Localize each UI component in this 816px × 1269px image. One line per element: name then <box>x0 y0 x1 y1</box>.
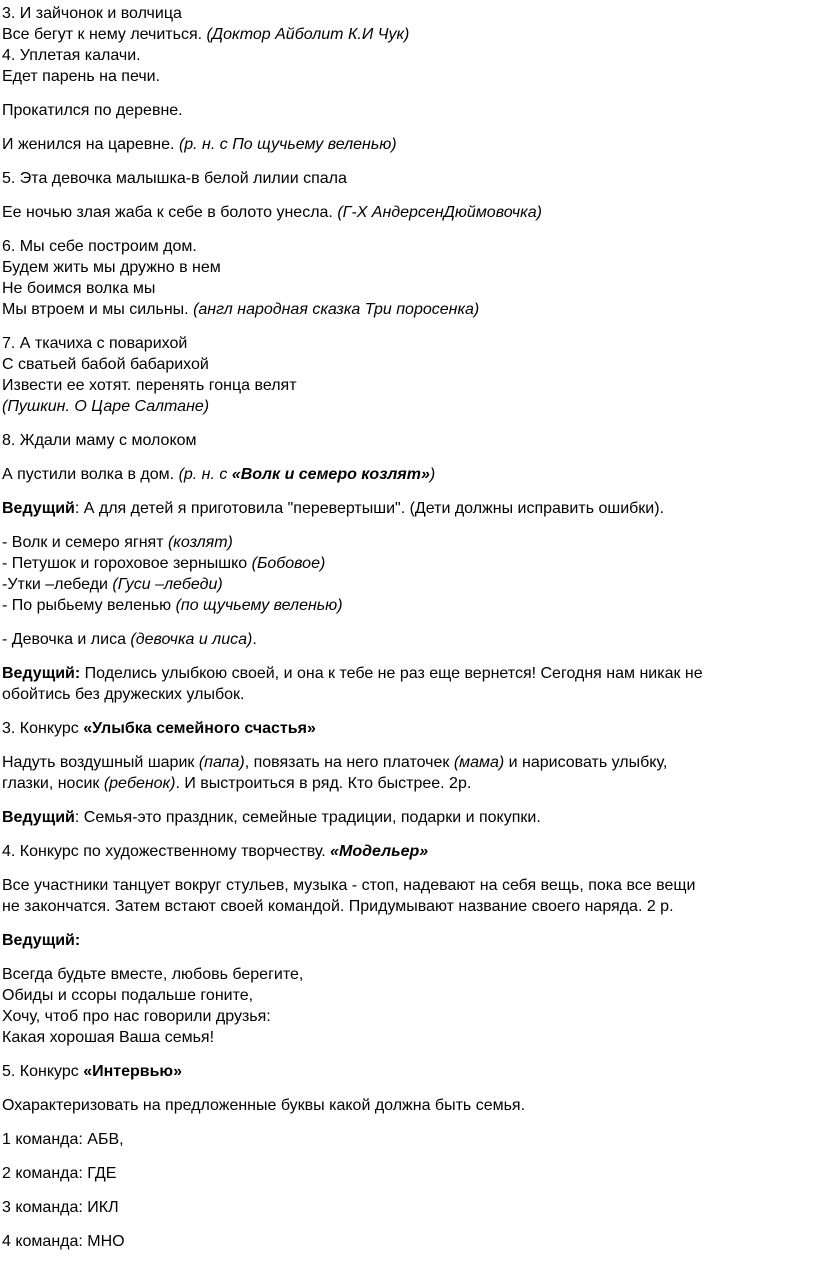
text-run: 8. Ждали маму с молоком <box>2 432 197 449</box>
text-run: С сватьей бабой бабарихой <box>2 356 209 373</box>
text-run: И женился на царевне. <box>2 136 179 153</box>
text-run: : А для детей я приготовила "перевертыши". (Дети должны исправить ошибки). <box>74 500 665 517</box>
paragraph <box>2 841 814 862</box>
paragraph <box>2 1231 814 1252</box>
text-run: (папа) <box>198 754 245 771</box>
text-run: (р. н. с <box>178 466 232 483</box>
text-run: 6. Мы себе построим дом. <box>2 238 197 255</box>
text-run: 7. А ткачиха с поварихой <box>2 335 188 352</box>
paragraph <box>2 930 814 951</box>
text-line <box>2 202 814 223</box>
text-line <box>2 278 814 299</box>
text-run: (р. н. с По щучьему веленью) <box>178 136 397 153</box>
text-run: «Волк и семеро козлят» <box>231 466 430 483</box>
text-run: - По рыбьему веленью <box>2 597 176 614</box>
text-run: 3. И зайчонок и волчица <box>2 5 182 22</box>
text-line <box>2 1061 814 1082</box>
text-run: не закончатся. Затем встают своей командой. Придумывают название своего наряда. 2 р. <box>2 898 674 915</box>
text-line <box>2 396 814 417</box>
text-run: ) <box>429 466 436 483</box>
text-run: Не боимся волка мы <box>2 280 156 297</box>
paragraph <box>2 464 814 485</box>
text-run: глазки, носик <box>2 775 104 792</box>
text-line <box>2 684 814 705</box>
paragraph <box>2 236 814 320</box>
text-line <box>2 3 814 24</box>
text-run: (девочка и лиса) <box>130 631 253 648</box>
text-line <box>2 629 814 650</box>
paragraph <box>2 134 814 155</box>
text-line <box>2 841 814 862</box>
text-run: Все бегут к нему лечиться. <box>2 26 207 43</box>
text-run: -Утки –лебеди <box>2 576 113 593</box>
text-run: , повязать на него платочек <box>244 754 454 771</box>
text-run: : Семья-это праздник, семейные традиции, подарки и покупки. <box>74 809 541 826</box>
text-run: 5. Конкурс <box>2 1063 84 1080</box>
text-run: 3 команда: ИКЛ <box>2 1199 119 1216</box>
text-run: Мы втроем и мы сильны. <box>2 301 194 318</box>
paragraph <box>2 168 814 189</box>
text-run: Все участники танцует вокруг стульев, музыка - стоп, надевают на себя вещь, пока все вещи <box>2 877 696 894</box>
text-run: Надуть воздушный шарик <box>2 754 199 771</box>
text-run: (англ народная сказка Три поросенка) <box>193 301 480 318</box>
text-run: 5. Эта девочка малышка-в белой лилии спала <box>2 170 347 187</box>
text-line <box>2 574 814 595</box>
text-line <box>2 354 814 375</box>
text-line <box>2 236 814 257</box>
text-run: Ее ночью злая жаба к себе в болото унесла. <box>2 204 338 221</box>
text-run: (Пушкин. О Царе Салтане) <box>2 398 210 415</box>
paragraph <box>2 532 814 616</box>
text-line <box>2 257 814 278</box>
text-line <box>2 1129 814 1150</box>
text-run: А пустили волка в дом. <box>2 466 179 483</box>
paragraph <box>2 964 814 1048</box>
text-line <box>2 773 814 794</box>
text-line <box>2 66 814 87</box>
paragraph <box>2 718 814 739</box>
paragraph <box>2 100 814 121</box>
text-line <box>2 1006 814 1027</box>
text-line <box>2 375 814 396</box>
text-run: обойтись без дружеских улыбок. <box>2 686 245 703</box>
text-line <box>2 532 814 553</box>
text-run: «Улыбка семейного счастья» <box>83 720 316 737</box>
text-line <box>2 299 814 320</box>
text-run: и нарисовать улыбку, <box>504 754 668 771</box>
text-run: «Модельер» <box>330 843 429 860</box>
text-run: (мама) <box>453 754 505 771</box>
paragraph <box>2 1095 814 1116</box>
text-run: . И выстроиться в ряд. Кто быстрее. 2р. <box>175 775 472 792</box>
text-run: Извести ее хотят. перенять гонца велят <box>2 377 297 394</box>
text-run: Поделись улыбкою своей, и она к тебе не раз еще вернется! Сегодня нам никак не <box>80 665 703 682</box>
paragraph <box>2 3 814 87</box>
text-run: Ведущий: <box>2 665 81 682</box>
text-run: (Гуси –лебеди) <box>112 576 223 593</box>
text-run: Ведущий <box>2 809 75 826</box>
paragraph <box>2 807 814 828</box>
text-run: (Г-Х АндерсенДюймовочка) <box>337 204 542 221</box>
text-line <box>2 1197 814 1218</box>
text-line <box>2 964 814 985</box>
text-run: Ведущий: <box>2 932 81 949</box>
text-run: (Бобовое) <box>251 555 326 572</box>
text-run: (Доктор Айболит К.И Чук) <box>206 26 410 43</box>
text-line <box>2 100 814 121</box>
paragraph <box>2 333 814 417</box>
text-run: . <box>252 631 257 648</box>
text-run: Прокатился по деревне. <box>2 102 183 119</box>
paragraph <box>2 498 814 519</box>
text-run: Охарактеризовать на предложенные буквы какой должна быть семья. <box>2 1097 526 1114</box>
paragraph <box>2 202 814 223</box>
text-run: Едет парень на печи. <box>2 68 161 85</box>
text-line <box>2 752 814 773</box>
text-run: Обиды и ссоры подальше гоните, <box>2 987 254 1004</box>
paragraph <box>2 1061 814 1082</box>
text-line <box>2 333 814 354</box>
text-line <box>2 168 814 189</box>
text-run: 1 команда: АБВ, <box>2 1131 124 1148</box>
text-line <box>2 663 814 684</box>
text-line <box>2 896 814 917</box>
text-line <box>2 875 814 896</box>
paragraph <box>2 629 814 650</box>
text-line <box>2 430 814 451</box>
paragraph <box>2 752 814 794</box>
text-run: Какая хорошая Ваша семья! <box>2 1029 215 1046</box>
paragraph <box>2 1163 814 1184</box>
text-line <box>2 718 814 739</box>
text-run: 4 команда: МНО <box>2 1233 125 1250</box>
text-line <box>2 45 814 66</box>
text-run: - Волк и семеро ягнят <box>2 534 168 551</box>
paragraph <box>2 663 814 705</box>
text-run: 4. Конкурс по художественному творчеству. <box>2 843 331 860</box>
text-run: (козлят) <box>167 534 233 551</box>
text-line <box>2 1027 814 1048</box>
text-line <box>2 134 814 155</box>
text-line <box>2 1163 814 1184</box>
text-run: - Петушок и гороховое зернышко <box>2 555 252 572</box>
paragraph <box>2 1129 814 1150</box>
text-run: 2 команда: ГДЕ <box>2 1165 117 1182</box>
text-run: - Девочка и лиса <box>2 631 131 648</box>
text-run: 3. Конкурс <box>2 720 84 737</box>
paragraph <box>2 1197 814 1218</box>
text-line <box>2 807 814 828</box>
text-run: (по щучьему веленью) <box>175 597 343 614</box>
text-line <box>2 24 814 45</box>
text-run: Ведущий <box>2 500 75 517</box>
text-run: «Интервью» <box>83 1063 182 1080</box>
text-run: Всегда будьте вместе, любовь берегите, <box>2 966 304 983</box>
text-line <box>2 498 814 519</box>
paragraph <box>2 875 814 917</box>
text-line <box>2 930 814 951</box>
text-line <box>2 464 814 485</box>
text-run: Хочу, чтоб про нас говорили друзья: <box>2 1008 271 1025</box>
text-line <box>2 595 814 616</box>
text-line <box>2 1231 814 1252</box>
text-line <box>2 1095 814 1116</box>
text-run: Будем жить мы дружно в нем <box>2 259 221 276</box>
text-line <box>2 985 814 1006</box>
paragraph <box>2 430 814 451</box>
text-line <box>2 553 814 574</box>
text-run: 4. Уплетая калачи. <box>2 47 141 64</box>
text-run: (ребенок) <box>103 775 176 792</box>
